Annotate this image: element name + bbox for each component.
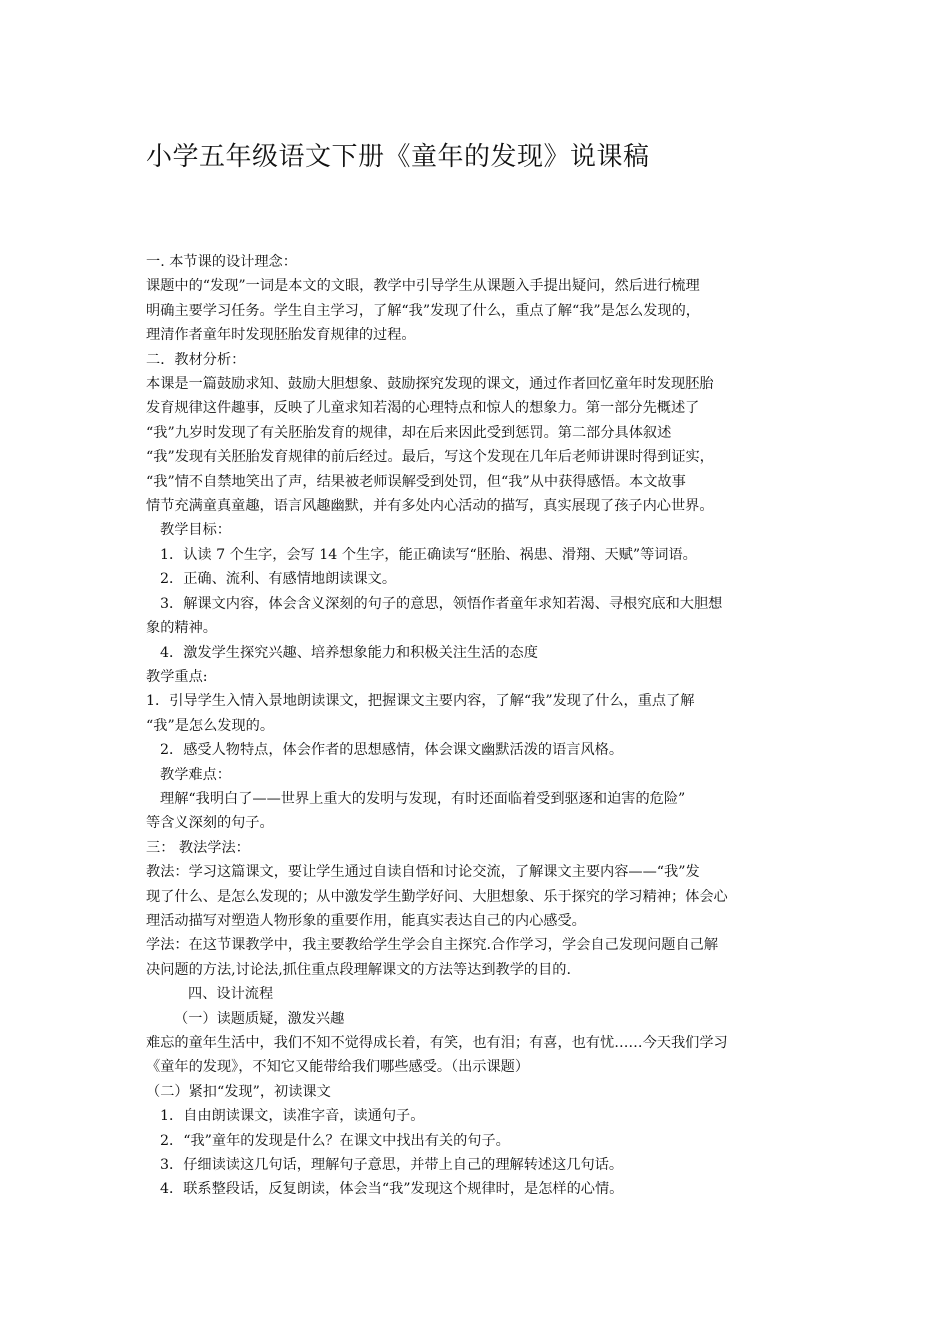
text-line: 3．解课文内容，体会含义深刻的句子的意思，领悟作者童年求知若渴、寻根究底和大胆想 [160,595,723,612]
text-line: 一. 本节课的设计理念： [146,254,297,270]
text-line: 决问题的方法,讨论法,抓住重点段理解课文的方法等达到教学的目的. [146,961,571,978]
document-body [146,250,816,1202]
text-line: 理活动描写对塑造人物形象的重要作用，能真实表达自己的内心感受。 [146,912,586,929]
text-line: 2．“我”童年的发现是什么？在课文中找出有关的句子。 [160,1132,510,1149]
text-line: （二）紧扣“发现”，初读课文 [146,1083,331,1100]
text-line: 等含义深刻的句子。 [146,815,274,832]
text-line: 明确主要学习任务。学生自主学习，了解“我”发现了什么，重点了解“我”是怎么发现的， [146,302,700,319]
text-line: 课题中的“发现”一词是本文的文眼，教学中引导学生从课题入手提出疑问，然后进行梳理 [146,278,700,295]
text-line: 1．自由朗读课文，读准字音，读通句子。 [160,1108,425,1125]
text-line: 二．教材分析： [146,351,246,368]
text-line: 情节充满童真童趣，语言风趣幽默，并有多处内心活动的描写，真实展现了孩子内心世界。 [146,498,714,515]
text-line: 理清作者童年时发现胚胎发育规律的过程。 [146,327,416,344]
document-title: 小学五年级语文下册《童年的发现》说课稿 [146,142,650,172]
text-line: 难忘的童年生活中，我们不知不觉得成长着，有笑，也有泪；有喜，也有忧……今天我们学习 [146,1035,728,1051]
text-line: “我”情不自禁地笑出了声，结果被老师误解受到处罚，但“我”从中获得感悟。本文故事 [146,473,686,490]
text-line: 本课是一篇鼓励求知、鼓励大胆想象、鼓励探究发现的课文，通过作者回忆童年时发现胚胎 [146,376,714,393]
text-line: 三： 教法学法： [146,839,250,856]
text-line: 1．引导学生入情入景地朗读课文，把握课文主要内容，了解“我”发现了什么，重点了解 [146,693,695,710]
text-line: 教法：学习这篇课文，要让学生通过自读自悟和讨论交流，了解课文主要内容——“我”发 [146,864,700,881]
text-line: 4．联系整段话，反复朗读，体会当“我”发现这个规律时，是怎样的心情。 [160,1181,624,1198]
text-line: “我”九岁时发现了有关胚胎发育的规律，却在后来因此受到惩罚。第二部分具体叙述 [146,424,672,441]
text-line: 1．认读 7 个生字，会写 14 个生字，能正确读写“胚胎、祸患、滑翔、天赋”等词语。 [160,546,697,563]
text-line: （一）读题质疑，激发兴趣 [174,1010,345,1027]
text-line: 4．激发学生探究兴趣、培养想象能力和积极关注生活的态度 [160,644,538,661]
text-line: 《童年的发现》，不知它又能带给我们哪些感受。（出示课题） [146,1059,530,1076]
text-line: 2．正确、流利、有感情地朗读课文。 [160,571,397,588]
text-line: “我”发现有关胚胎发育规律的前后经过。最后，写这个发现在几年后老师讲课时得到证实， [146,449,714,466]
text-line: 学法：在这节课教学中，我主要教给学生学会自主探究.合作学习，学会自己发现问题自己解 [146,937,719,954]
text-line: 发育规律这件趣事，反映了儿童求知若渴的心理特点和惊人的想象力。第一部分先概述了 [146,400,700,417]
text-line: “我”是怎么发现的。 [146,717,275,734]
text-line: 教学难点： [160,766,231,783]
text-line: 现了什么、是怎么发现的；从中激发学生勤学好问、大胆想象、乐于探究的学习精神；体会心 [146,888,728,905]
text-line: 教学重点: [146,668,208,685]
text-line: 2．感受人物特点，体会作者的思想感情，体会课文幽默活泼的语言风格。 [160,742,624,759]
text-line: 3．仔细读读这几句话，理解句子意思，并带上自己的理解转述这几句话。 [160,1157,624,1174]
text-line: 理解“我明白了——世界上重大的发明与发现，有时还面临着受到驱逐和迫害的危险” [160,790,686,807]
text-line: 四、设计流程 [188,986,274,1003]
text-line: 教学目标： [160,522,231,539]
text-line: 象的精神。 [146,620,217,637]
